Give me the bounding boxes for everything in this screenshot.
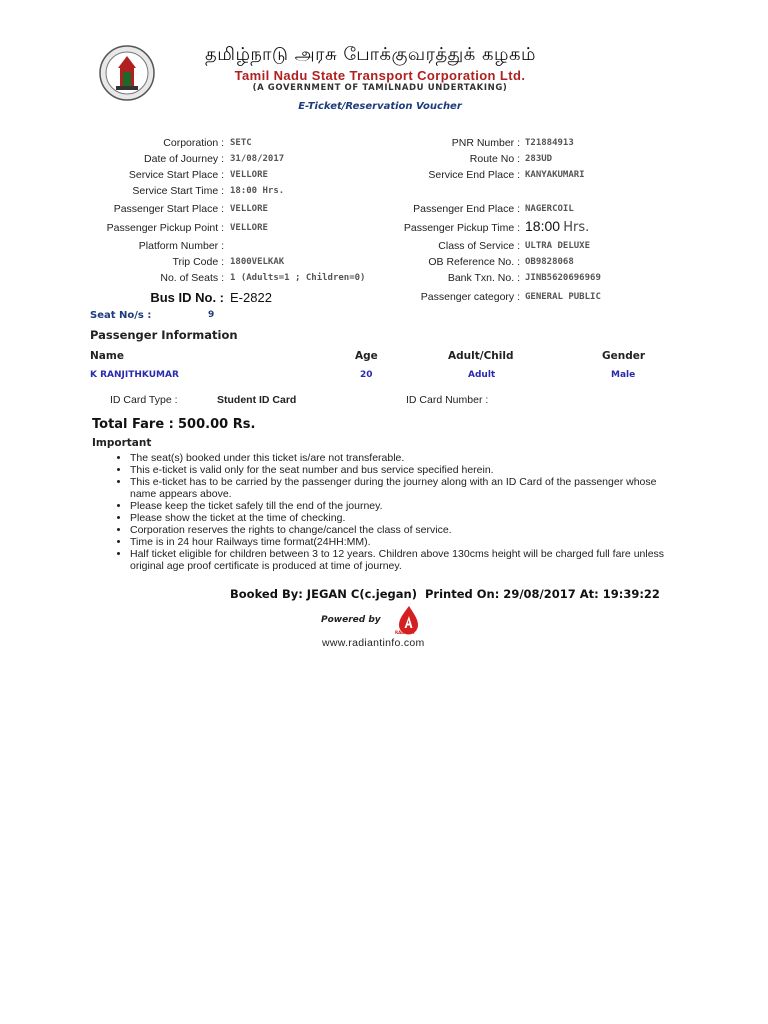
printed-on-text: Printed On: 29/08/2017 At: 19:39:22 — [424, 587, 660, 601]
english-title: Tamil Nadu State Transport Corporation Ltd. — [234, 68, 526, 83]
id-card-type-label: ID Card Type : — [110, 394, 178, 406]
pnr-number-value: T21884913 — [525, 138, 574, 148]
booking-footer — [230, 587, 664, 601]
corporation-label: Corporation : — [163, 137, 224, 149]
column-header-age: Age — [355, 350, 378, 362]
rule-item: • Please show the ticket at the time of checking. — [130, 512, 682, 524]
radiant-logo — [393, 604, 423, 636]
passenger-start-place-value: VELLORE — [230, 204, 268, 214]
government-undertaking-line: (A GOVERNMENT OF TAMILNADU UNDERTAKING) — [252, 83, 508, 93]
column-header-adult-child: Adult/Child — [448, 350, 514, 362]
bank-txn-label: Bank Txn. No. : — [447, 272, 520, 284]
class-of-service-value: ULTRA DELUXE — [525, 241, 591, 251]
important-heading: Important — [92, 437, 152, 449]
ob-reference-label: OB Reference No. : — [428, 256, 520, 268]
passenger-end-place-label: Passenger End Place : — [413, 203, 520, 215]
number-of-seats-value: 1 (Adults=1 ; Children=0) — [230, 273, 366, 283]
service-start-time-value: 18:00 Hrs. — [230, 186, 285, 196]
website-link[interactable]: www.radiantinfo.com — [322, 637, 425, 649]
rule-item: • Time is in 24 hour Railways time format(24HH:MM). — [130, 536, 682, 548]
rule-item: • This e-ticket is valid only for the seat number and bus service specified herein. — [130, 464, 682, 476]
route-no-label: Route No : — [469, 153, 520, 165]
pnr-number-label: PNR Number : — [451, 137, 520, 149]
booked-by-text: Booked By: JEGAN C(c.jegan) — [230, 587, 417, 601]
column-header-name: Name — [90, 350, 124, 362]
passenger-pickup-time-label: Passenger Pickup Time : — [403, 222, 520, 234]
bus-id-value: E-2822 — [230, 290, 272, 305]
id-card-number-label: ID Card Number : — [406, 394, 489, 406]
passenger-pickup-time-value: 18:00 — [525, 218, 561, 234]
passenger-adult-child-cell: Adult — [468, 370, 496, 380]
tamil-title: தமிழ்நாடு அரசு போக்குவரத்துக் கழகம் — [205, 44, 537, 65]
rule-item: • Please keep the ticket safely till the end of the journey. — [130, 500, 682, 512]
passenger-name-cell: K RANJITHKUMAR — [90, 370, 179, 380]
date-of-journey-label: Date of Journey : — [144, 153, 224, 165]
seat-no-value: 9 — [208, 310, 215, 320]
service-end-place-label: Service End Place : — [428, 169, 520, 181]
trip-code-value: 1800VELKAK — [230, 257, 285, 267]
total-fare-value: 500.00 Rs. — [178, 417, 256, 432]
passenger-information-heading: Passenger Information — [90, 328, 238, 342]
service-end-place-value: KANYAKUMARI — [525, 170, 585, 180]
passenger-category-label: Passenger category : — [420, 291, 520, 303]
seat-no-label: Seat No/s : — [90, 310, 152, 321]
service-start-place-value: VELLORE — [230, 170, 268, 180]
corporation-value: SETC — [230, 138, 252, 148]
rule-item: • This e-ticket has to be carried by the passenger during the journey along with an ID Card of the passenger whose name appears above. — [130, 476, 682, 500]
id-card-type-value: Student ID Card — [217, 394, 297, 406]
passenger-end-place-value: NAGERCOIL — [525, 204, 574, 214]
powered-by-text: Powered by — [321, 615, 381, 625]
date-of-journey-value: 31/08/2017 — [230, 154, 285, 164]
rule-item: • The seat(s) booked under this ticket is/are not transferable. — [130, 452, 682, 464]
platform-number-label: Platform Number : — [138, 240, 224, 252]
passenger-category-value: GENERAL PUBLIC — [525, 292, 601, 302]
rule-item: • Corporation reserves the rights to change/cancel the class of service. — [130, 524, 682, 536]
passenger-pickup-point-label: Passenger Pickup Point : — [106, 222, 224, 234]
service-start-time-label: Service Start Time : — [132, 185, 224, 197]
important-rules-list — [112, 452, 682, 572]
service-start-place-label: Service Start Place : — [128, 169, 224, 181]
route-no-value: 283UD — [525, 154, 553, 164]
class-of-service-label: Class of Service : — [438, 240, 520, 252]
total-fare-label: Total Fare : — [92, 417, 174, 432]
tnstc-emblem-logo — [98, 42, 156, 104]
passenger-start-place-label: Passenger Start Place : — [113, 203, 224, 215]
passenger-gender-cell: Male — [611, 370, 636, 380]
passenger-age-cell: 20 — [360, 370, 373, 380]
bank-txn-value: JINB5620696969 — [525, 273, 601, 283]
passenger-pickup-time-unit: Hrs. — [563, 220, 590, 235]
passenger-pickup-time — [525, 218, 589, 235]
voucher-title: E-Ticket/Reservation Voucher — [298, 101, 462, 112]
rule-item: • Half ticket eligible for children between 3 to 12 years. Children above 130cms height will be charged full fare unless original age proof certificate is produced at time of journey. — [130, 548, 682, 572]
passenger-pickup-point-value: VELLORE — [230, 223, 268, 233]
radiant-logo-text: RADIANT — [395, 630, 416, 635]
trip-code-label: Trip Code : — [172, 256, 224, 268]
bus-id-label: Bus ID No. : — [150, 290, 224, 305]
column-header-gender: Gender — [602, 350, 646, 362]
number-of-seats-label: No. of Seats : — [160, 272, 224, 284]
ob-reference-value: OB9828068 — [525, 257, 574, 267]
